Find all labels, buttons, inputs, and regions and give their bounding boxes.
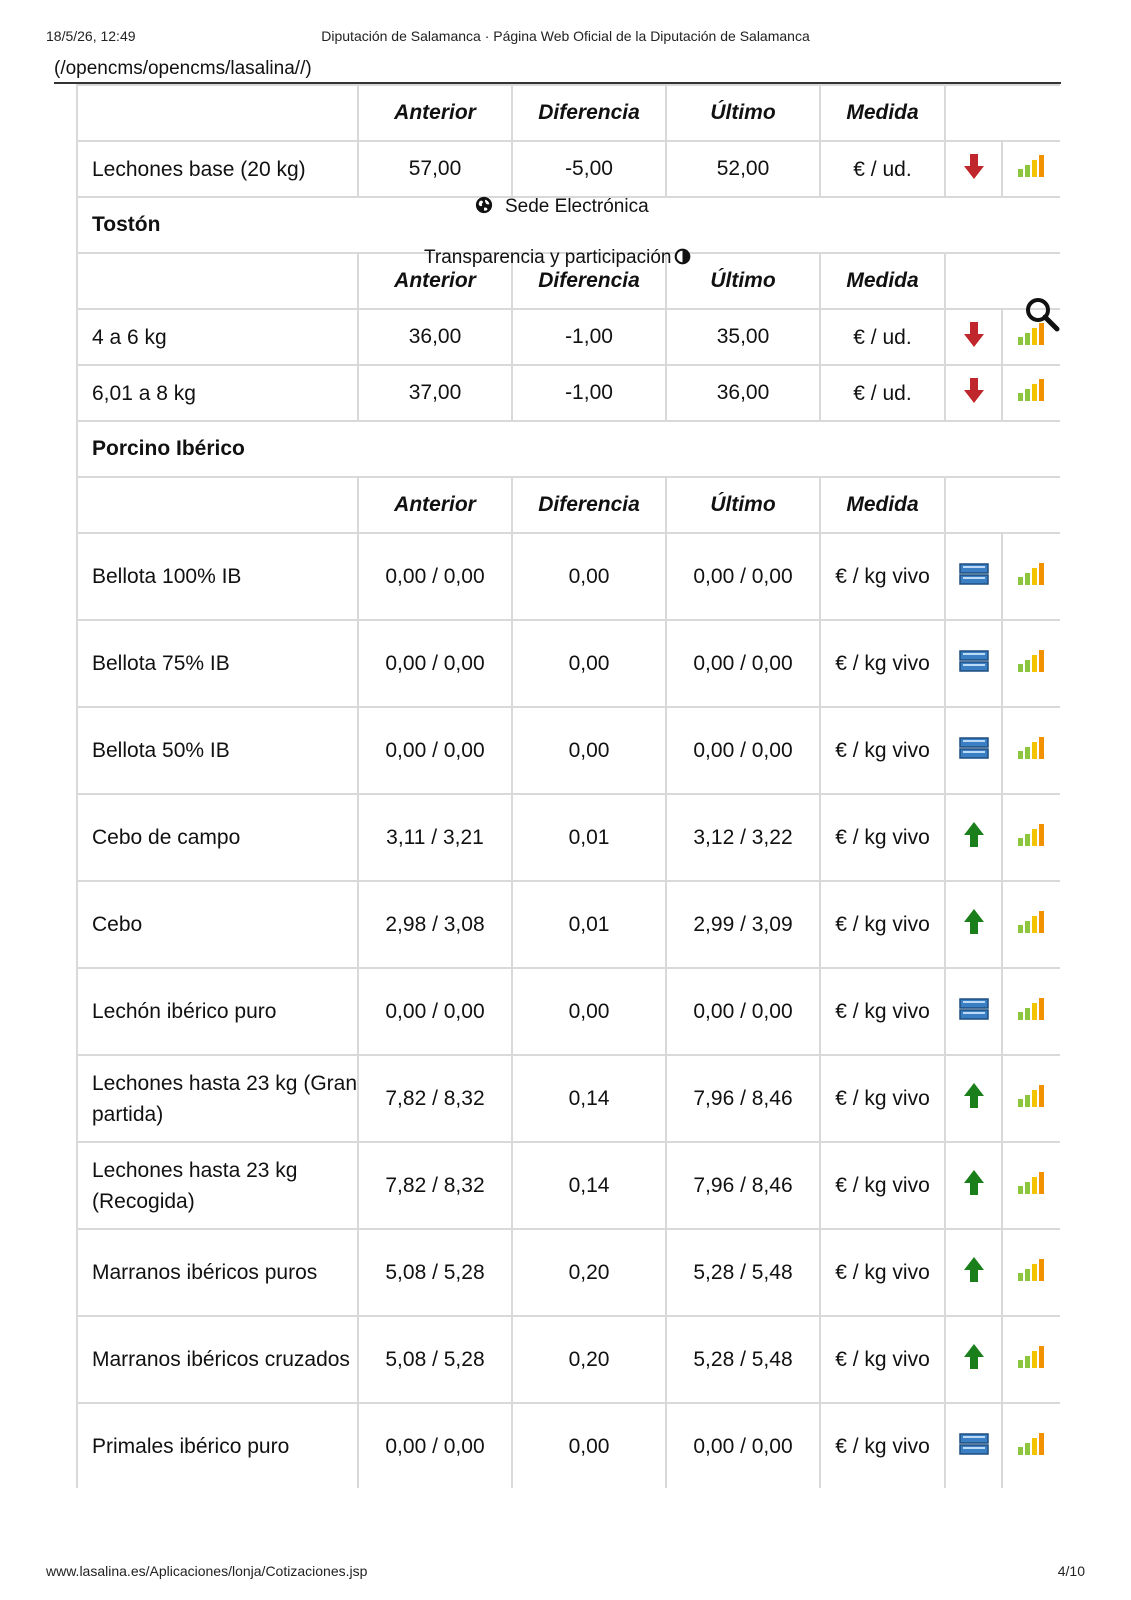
table-row bbox=[77, 1055, 1060, 1142]
print-footer bbox=[46, 1563, 1085, 1583]
print-datetime: 18/5/26, 12:49 bbox=[46, 28, 136, 44]
equal-icon bbox=[959, 1003, 989, 1026]
diferencia-value: 0,14 bbox=[512, 1055, 666, 1142]
anterior-value: 5,08 / 5,28 bbox=[358, 1229, 512, 1316]
trend-cell bbox=[945, 794, 1002, 881]
trend-cell bbox=[945, 968, 1002, 1055]
col-medida: Medida bbox=[820, 477, 945, 533]
trend-cell bbox=[945, 1142, 1002, 1229]
col-empty bbox=[77, 477, 358, 533]
table-row bbox=[77, 1316, 1060, 1403]
print-header bbox=[46, 28, 1085, 48]
trend-cell bbox=[945, 707, 1002, 794]
col-ultimo: Último bbox=[666, 253, 820, 309]
table-row bbox=[77, 365, 1060, 421]
arrow-up-icon bbox=[963, 1092, 985, 1115]
table-row bbox=[77, 881, 1060, 968]
medida-value: € / kg vivo bbox=[820, 1403, 945, 1488]
col-anterior: Anterior bbox=[358, 85, 512, 141]
equal-icon bbox=[959, 742, 989, 765]
arrow-down-icon bbox=[963, 330, 985, 353]
col-ultimo: Último bbox=[666, 85, 820, 141]
product-name: Bellota 50% IB bbox=[77, 707, 358, 794]
ultimo-value: 0,00 / 0,00 bbox=[666, 968, 820, 1055]
product-name: Lechones hasta 23 kg (Gran partida) bbox=[77, 1055, 358, 1142]
table-row bbox=[77, 968, 1060, 1055]
page-number: 4/10 bbox=[1057, 1563, 1085, 1579]
bar-chart-icon[interactable] bbox=[1017, 655, 1047, 678]
col-medida: Medida bbox=[820, 253, 945, 309]
trend-cell bbox=[945, 309, 1002, 365]
diferencia-value: 0,00 bbox=[512, 533, 666, 620]
diferencia-value: 0,00 bbox=[512, 1403, 666, 1488]
chart-link-cell[interactable] bbox=[1002, 1055, 1060, 1142]
chart-link-cell[interactable] bbox=[1002, 533, 1060, 620]
diferencia-value: 0,20 bbox=[512, 1229, 666, 1316]
product-name: Marranos ibéricos cruzados bbox=[77, 1316, 358, 1403]
bar-chart-icon[interactable] bbox=[1017, 1090, 1047, 1113]
product-name: Lechones hasta 23 kg (Recogida) bbox=[77, 1142, 358, 1229]
anterior-value: 7,82 / 8,32 bbox=[358, 1055, 512, 1142]
chart-link-cell[interactable] bbox=[1002, 141, 1060, 197]
col-medida: Medida bbox=[820, 85, 945, 141]
anterior-value: 37,00 bbox=[358, 365, 512, 421]
anterior-value: 36,00 bbox=[358, 309, 512, 365]
arrow-up-icon bbox=[963, 831, 985, 854]
medida-value: € / kg vivo bbox=[820, 968, 945, 1055]
bar-chart-icon[interactable] bbox=[1017, 1264, 1047, 1287]
arrow-up-icon bbox=[963, 1353, 985, 1376]
bar-chart-icon[interactable] bbox=[1017, 1438, 1047, 1461]
anterior-value: 5,08 / 5,28 bbox=[358, 1316, 512, 1403]
product-name: Lechones base (20 kg) bbox=[77, 141, 358, 197]
ultimo-value: 7,96 / 8,46 bbox=[666, 1055, 820, 1142]
product-name: Bellota 100% IB bbox=[77, 533, 358, 620]
table-row bbox=[77, 620, 1060, 707]
product-name: Lechón ibérico puro bbox=[77, 968, 358, 1055]
chart-link-cell[interactable] bbox=[1002, 1142, 1060, 1229]
medida-value: € / kg vivo bbox=[820, 707, 945, 794]
anterior-value: 57,00 bbox=[358, 141, 512, 197]
arrow-down-icon bbox=[963, 386, 985, 409]
anterior-value: 0,00 / 0,00 bbox=[358, 1403, 512, 1488]
ultimo-value: 0,00 / 0,00 bbox=[666, 533, 820, 620]
contrast-icon[interactable] bbox=[674, 248, 691, 265]
col-anterior: Anterior bbox=[358, 253, 512, 309]
transparencia-label: Transparencia y participación bbox=[424, 247, 672, 268]
anterior-value: 0,00 / 0,00 bbox=[358, 968, 512, 1055]
diferencia-value: 0,00 bbox=[512, 620, 666, 707]
product-name: Primales ibérico puro bbox=[77, 1403, 358, 1488]
bar-chart-icon[interactable] bbox=[1017, 742, 1047, 765]
trend-cell bbox=[945, 1055, 1002, 1142]
medida-value: € / ud. bbox=[820, 141, 945, 197]
site-path-link[interactable]: (/opencms/opencms/lasalina//) bbox=[54, 58, 312, 79]
medida-value: € / kg vivo bbox=[820, 881, 945, 968]
chart-link-cell[interactable] bbox=[1002, 881, 1060, 968]
col-empty bbox=[77, 253, 358, 309]
ultimo-value: 35,00 bbox=[666, 309, 820, 365]
anterior-value: 7,82 / 8,32 bbox=[358, 1142, 512, 1229]
trend-cell bbox=[945, 1229, 1002, 1316]
trend-cell bbox=[945, 620, 1002, 707]
ultimo-value: 36,00 bbox=[666, 365, 820, 421]
table-row bbox=[77, 1403, 1060, 1488]
diferencia-value: 0,00 bbox=[512, 707, 666, 794]
anterior-value: 3,11 / 3,21 bbox=[358, 794, 512, 881]
trend-cell bbox=[945, 365, 1002, 421]
medida-value: € / kg vivo bbox=[820, 533, 945, 620]
bar-chart-icon[interactable] bbox=[1017, 1177, 1047, 1200]
medida-value: € / kg vivo bbox=[820, 794, 945, 881]
chart-link-cell[interactable] bbox=[1002, 1316, 1060, 1403]
bar-chart-icon[interactable] bbox=[1017, 829, 1047, 852]
product-name: 4 a 6 kg bbox=[77, 309, 358, 365]
diferencia-value: 0,01 bbox=[512, 881, 666, 968]
prices-table bbox=[76, 84, 1060, 1488]
bar-chart-icon[interactable] bbox=[1017, 1351, 1047, 1374]
col-icons-empty bbox=[945, 477, 1060, 533]
medida-value: € / kg vivo bbox=[820, 1316, 945, 1403]
print-page-title: Diputación de Salamanca · Página Web Oficial de la Diputación de Salamanca bbox=[321, 28, 810, 44]
col-icons-empty bbox=[945, 85, 1060, 141]
table-row bbox=[77, 1142, 1060, 1229]
chart-link-cell[interactable] bbox=[1002, 365, 1060, 421]
table-row bbox=[77, 794, 1060, 881]
arrow-down-icon bbox=[963, 162, 985, 185]
column-header-row bbox=[77, 85, 1060, 141]
chart-link-cell[interactable] bbox=[1002, 620, 1060, 707]
equal-icon bbox=[959, 1438, 989, 1461]
product-name: Cebo bbox=[77, 881, 358, 968]
chart-link-cell[interactable] bbox=[1002, 1403, 1060, 1488]
product-name: Marranos ibéricos puros bbox=[77, 1229, 358, 1316]
ultimo-value: 52,00 bbox=[666, 141, 820, 197]
diferencia-value: 0,00 bbox=[512, 968, 666, 1055]
product-name: 6,01 a 8 kg bbox=[77, 365, 358, 421]
section-porcino-iberico bbox=[77, 421, 1060, 477]
bar-chart-icon[interactable] bbox=[1017, 160, 1047, 183]
diferencia-value: 0,14 bbox=[512, 1142, 666, 1229]
trend-cell bbox=[945, 533, 1002, 620]
chart-link-cell[interactable] bbox=[1002, 968, 1060, 1055]
ultimo-value: 0,00 / 0,00 bbox=[666, 707, 820, 794]
ultimo-value: 7,96 / 8,46 bbox=[666, 1142, 820, 1229]
table-row bbox=[77, 533, 1060, 620]
anterior-value: 0,00 / 0,00 bbox=[358, 707, 512, 794]
bar-chart-icon[interactable] bbox=[1017, 568, 1047, 591]
prices-table-container bbox=[76, 84, 1060, 1488]
bar-chart-icon[interactable] bbox=[1017, 384, 1047, 407]
diferencia-value: -5,00 bbox=[512, 141, 666, 197]
medida-value: € / kg vivo bbox=[820, 1229, 945, 1316]
col-empty bbox=[77, 85, 358, 141]
ultimo-value: 2,99 / 3,09 bbox=[666, 881, 820, 968]
trend-cell bbox=[945, 1403, 1002, 1488]
chart-link-cell[interactable] bbox=[1002, 707, 1060, 794]
diferencia-value: -1,00 bbox=[512, 309, 666, 365]
arrow-up-icon bbox=[963, 1179, 985, 1202]
trend-cell bbox=[945, 141, 1002, 197]
table-row bbox=[77, 309, 1060, 365]
table-row bbox=[77, 1229, 1060, 1316]
product-name: Cebo de campo bbox=[77, 794, 358, 881]
globe-icon bbox=[475, 196, 493, 214]
anterior-value: 0,00 / 0,00 bbox=[358, 620, 512, 707]
equal-icon bbox=[959, 568, 989, 591]
ultimo-value: 0,00 / 0,00 bbox=[666, 1403, 820, 1488]
table-row bbox=[77, 141, 1060, 197]
section-title: Tostón bbox=[77, 197, 1060, 253]
anterior-value: 0,00 / 0,00 bbox=[358, 533, 512, 620]
bar-chart-icon[interactable] bbox=[1017, 916, 1047, 939]
col-ultimo: Último bbox=[666, 477, 820, 533]
section-title: Porcino Ibérico bbox=[77, 421, 1060, 477]
ultimo-value: 0,00 / 0,00 bbox=[666, 620, 820, 707]
transparencia-link[interactable] bbox=[424, 247, 691, 269]
col-diferencia: Diferencia bbox=[512, 253, 666, 309]
equal-icon bbox=[959, 655, 989, 678]
ultimo-value: 5,28 / 5,48 bbox=[666, 1229, 820, 1316]
col-diferencia: Diferencia bbox=[512, 85, 666, 141]
medida-value: € / ud. bbox=[820, 309, 945, 365]
anterior-value: 2,98 / 3,08 bbox=[358, 881, 512, 968]
sede-electronica-label: Sede Electrónica bbox=[505, 196, 649, 217]
trend-cell bbox=[945, 881, 1002, 968]
diferencia-value: 0,01 bbox=[512, 794, 666, 881]
print-url: www.lasalina.es/Aplicaciones/lonja/Cotizaciones.jsp bbox=[46, 1563, 368, 1579]
ultimo-value: 5,28 / 5,48 bbox=[666, 1316, 820, 1403]
medida-value: € / kg vivo bbox=[820, 1142, 945, 1229]
column-header-row bbox=[77, 477, 1060, 533]
medida-value: € / ud. bbox=[820, 365, 945, 421]
product-name: Bellota 75% IB bbox=[77, 620, 358, 707]
chart-link-cell[interactable] bbox=[1002, 1229, 1060, 1316]
bar-chart-icon[interactable] bbox=[1017, 1003, 1047, 1026]
trend-cell bbox=[945, 1316, 1002, 1403]
diferencia-value: -1,00 bbox=[512, 365, 666, 421]
medida-value: € / kg vivo bbox=[820, 620, 945, 707]
arrow-up-icon bbox=[963, 1266, 985, 1289]
chart-link-cell[interactable] bbox=[1002, 794, 1060, 881]
table-row bbox=[77, 707, 1060, 794]
arrow-up-icon bbox=[963, 918, 985, 941]
col-anterior: Anterior bbox=[358, 477, 512, 533]
sede-electronica-link[interactable] bbox=[475, 196, 649, 218]
col-diferencia: Diferencia bbox=[512, 477, 666, 533]
ultimo-value: 3,12 / 3,22 bbox=[666, 794, 820, 881]
diferencia-value: 0,20 bbox=[512, 1316, 666, 1403]
search-icon[interactable] bbox=[1024, 296, 1060, 332]
medida-value: € / kg vivo bbox=[820, 1055, 945, 1142]
